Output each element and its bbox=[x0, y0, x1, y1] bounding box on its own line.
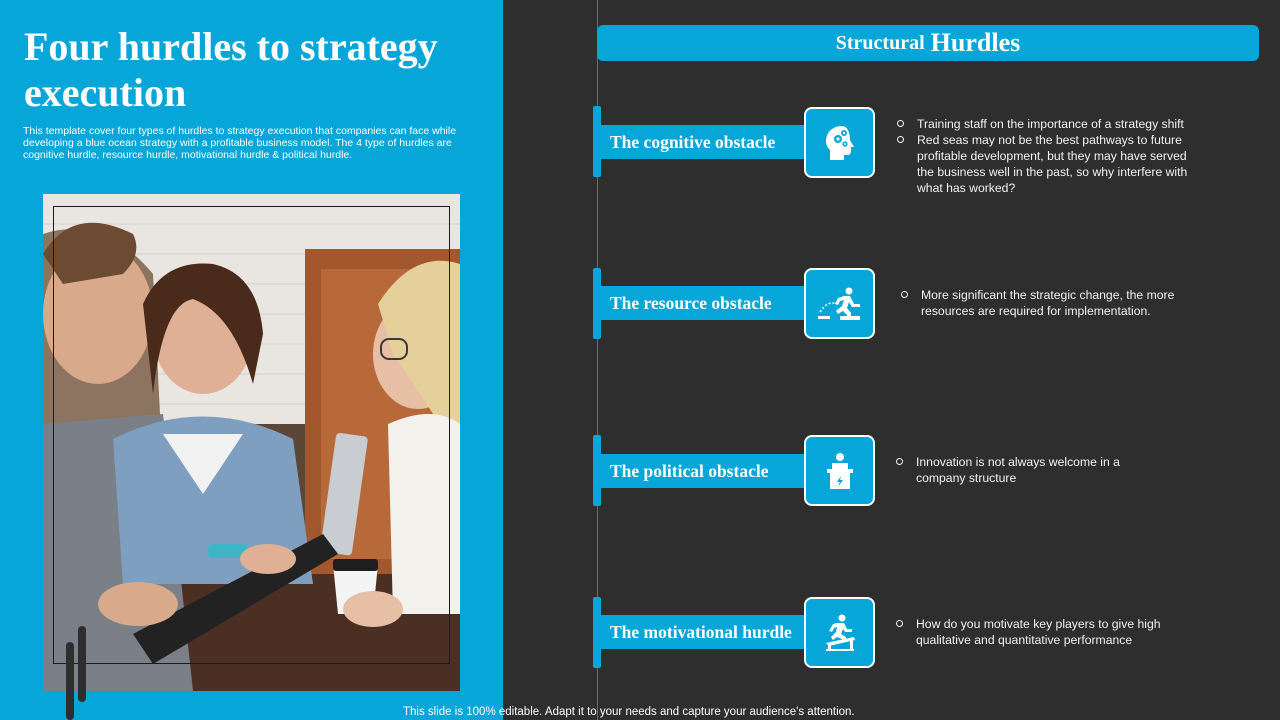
bullet-item: Training staff on the importance of a strategy shift bbox=[897, 116, 1227, 132]
hurdle-label-motivational: The motivational hurdle bbox=[597, 615, 807, 649]
hurdle-label-resource: The resource obstacle bbox=[597, 286, 807, 320]
hurdle-label-cognitive: The cognitive obstacle bbox=[597, 125, 807, 159]
hurdle-bullets-political bbox=[896, 454, 1166, 486]
bullet-item: Red seas may not be the best pathways to future profitable development, but they may have served the business well in the past, so why interfere with what has worked? bbox=[897, 132, 1227, 196]
hurdle-bullets-cognitive bbox=[897, 116, 1227, 196]
section-header-main: Hurdles bbox=[930, 28, 1021, 57]
person-jumping-hurdle-icon bbox=[804, 268, 875, 339]
section-header bbox=[597, 25, 1259, 61]
person-running-over-obstacle-icon bbox=[804, 597, 875, 668]
section-header-prefix: Structural bbox=[835, 31, 925, 54]
slide-description: This template cover four types of hurdles to strategy execution that companies can face while developing a blue ocean strategy with a profitable business model. The 4 type of hurdles are cognitive hurdle, resource hurdle, motivational hurdle & political hurdle. bbox=[23, 125, 457, 161]
hurdle-label-political: The political obstacle bbox=[597, 454, 807, 488]
bullet-item: How do you motivate key players to give high qualitative and quantitative performance bbox=[896, 616, 1196, 648]
team-meeting-photo bbox=[43, 194, 460, 691]
hurdle-bullets-resource bbox=[901, 287, 1231, 319]
slide-title: Four hurdles to strategy execution bbox=[24, 24, 438, 115]
bullet-item: More significant the strategic change, the more resources are required for implementation. bbox=[901, 287, 1231, 319]
decorative-bar bbox=[66, 642, 74, 720]
bullet-item: Innovation is not always welcome in a company structure bbox=[896, 454, 1166, 486]
footer-note: This slide is 100% editable. Adapt it to your needs and capture your audience's attention. bbox=[403, 706, 855, 718]
hurdle-bullets-motivational bbox=[896, 616, 1196, 648]
brain-gears-icon bbox=[804, 107, 875, 178]
person-at-podium-icon bbox=[804, 435, 875, 506]
decorative-bar bbox=[78, 626, 86, 702]
